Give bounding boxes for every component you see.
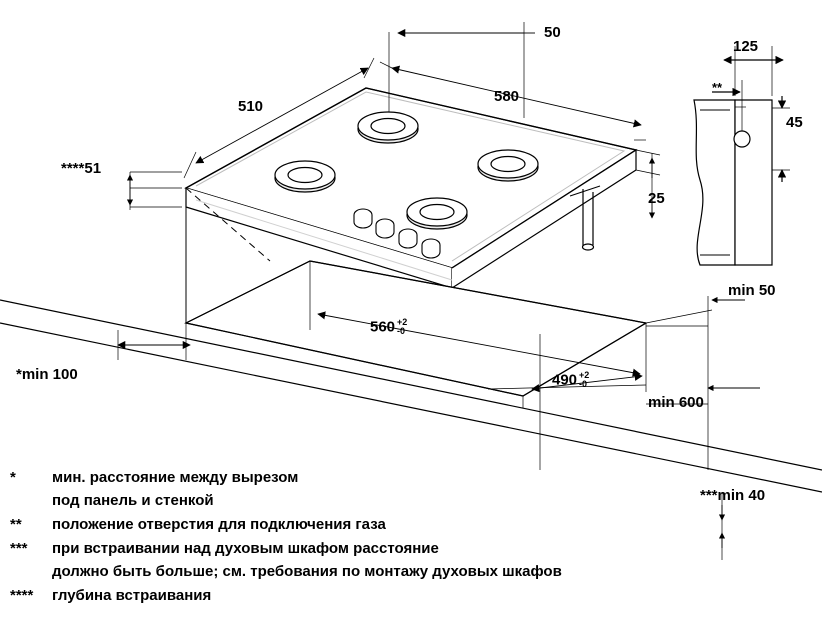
dim-560-value: 560 (370, 318, 396, 336)
legend-item (10, 513, 710, 536)
dim-490 (552, 371, 589, 390)
detail-section-view (694, 46, 790, 265)
legend (10, 466, 710, 608)
legend-text (52, 513, 386, 536)
legend-line: положение отверстия для подключения газа (52, 516, 386, 533)
legend-mark: ** (10, 516, 22, 533)
dim-depth-51: ****51 (61, 160, 102, 177)
legend-mark: **** (10, 587, 34, 604)
legend-line: глубина встраивания (52, 587, 212, 604)
dim-min-600: min 600 (648, 394, 704, 411)
legend-line: под панель и стенкой (52, 492, 214, 509)
legend-text (52, 537, 562, 583)
dim-580: 580 (494, 88, 520, 105)
dim-490-value: 490 (552, 371, 578, 389)
legend-text (52, 466, 298, 512)
legend-item (10, 466, 710, 512)
dim-45: 45 (786, 114, 803, 131)
legend-line: должно быть больше; см. требования по монтажу духовых шкафов (52, 563, 562, 580)
legend-mark: * (10, 469, 16, 486)
dim-560 (370, 318, 407, 337)
dim-min-50: min 50 (728, 282, 776, 299)
dim-510: 510 (238, 98, 264, 115)
dim-gas-mark: ** (712, 80, 723, 95)
dim-560-tolerance: +2 -0 (397, 317, 408, 337)
legend-line: при встраивании над духовым шкафом расстояние (52, 540, 439, 557)
legend-item (10, 537, 710, 583)
dim-125: 125 (733, 38, 759, 55)
dim-50: 50 (544, 24, 561, 41)
legend-mark: *** (10, 540, 28, 557)
dim-min-100: *min 100 (16, 366, 78, 383)
legend-item (10, 584, 710, 607)
legend-text (52, 584, 211, 607)
legend-line: мин. расстояние между вырезом (52, 469, 299, 486)
dim-25: 25 (648, 190, 665, 207)
dim-min-40: ***min 40 (700, 487, 766, 504)
dim-490-tolerance: +2 -0 (579, 370, 590, 390)
